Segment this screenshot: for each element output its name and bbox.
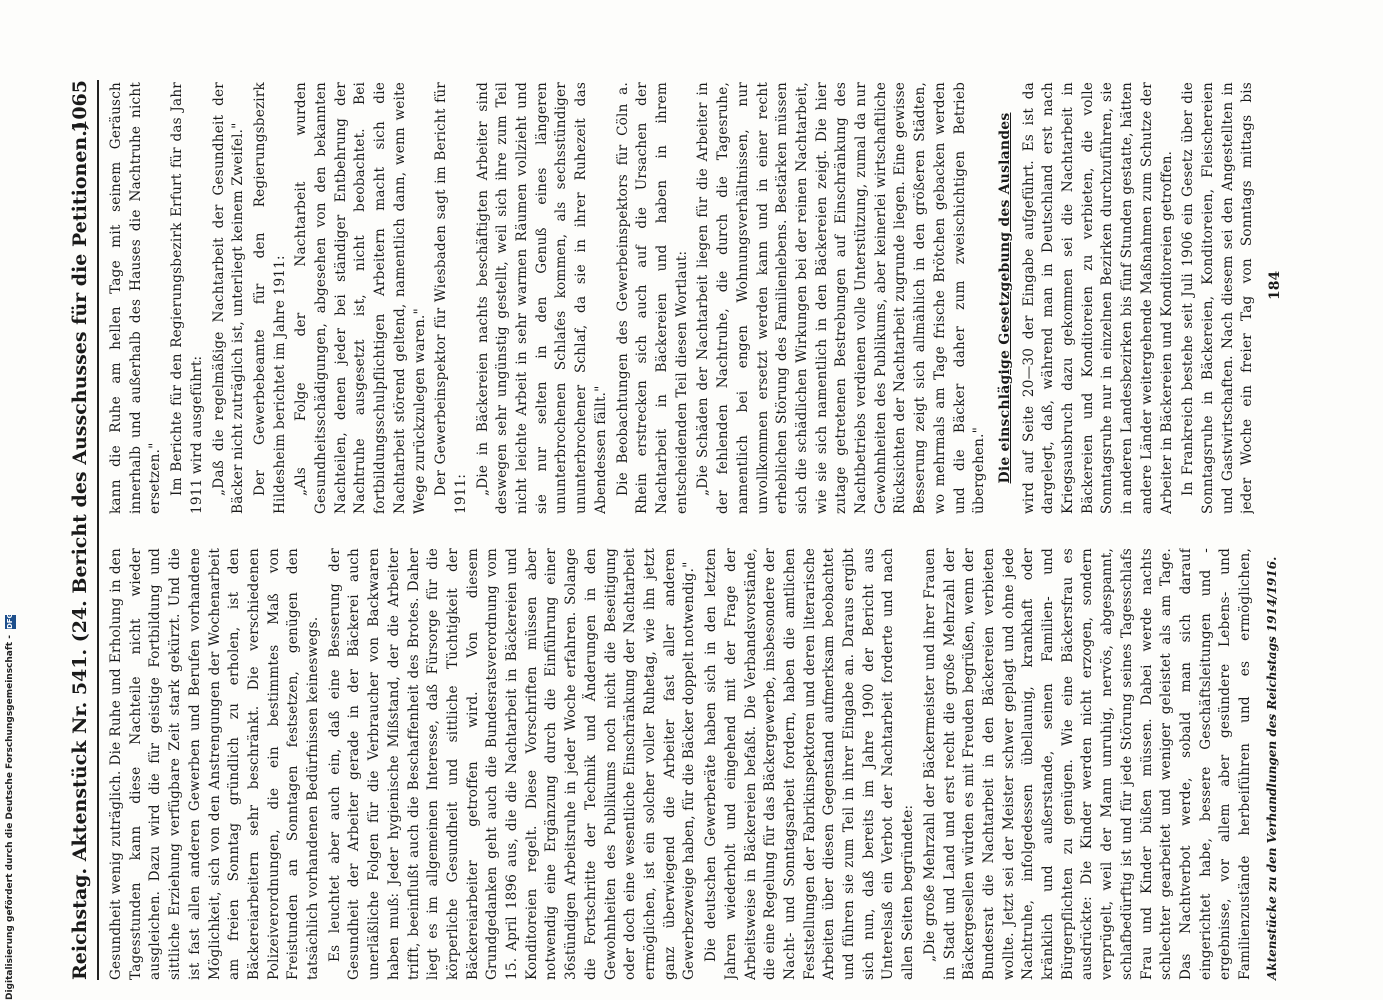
paragraph: kann die Ruhe am hellen Tage mit seinem Geräusch innerhalb und außerhalb des Hauses die Nachtruhe nicht ersetzen."	[108, 82, 164, 514]
paragraph: „Die Schäden der Nachtarbeit liegen für die Arbeiter in der fehlenden Nachtruhe, die durch die Tagesruhe, namentlich bei engen Wohnungsverhältnissen, nur unvollkommen ersetzt werden kann und in einer recht erheblichen Störung des Familienlebens. Bestärken müssen sich die schädlichen Wirkungen bei der reinen Nachtarbeit, wie sie sich namentlich in den Bäckereien zeigt. Die hier zutage getretenen Bestrebungen auf Einschränkung des Nachtbetriebs verdienen volle Unterstützung, zumal da nur Gewohnheiten des Publikums, aber keinerlei wirtschaftliche Rücksichten der Nachtarbeit zugrunde liegen. Eine gewisse Besserung zeigt sich allmählich in den größeren Städten, wo mehrmals am Tage frische Brötchen gebacken werden und die Bäcker daher zum zweischichtigen Betrieb übergehen."	[695, 82, 988, 514]
sheet-marker: 184	[1267, 270, 1283, 300]
paragraph: Die Beobachtungen des Gewerbeinspektors für Cöln a. Rhein erstrecken sich auch auf die Ursachen der Nachtarbeit in Bäckereien und haben in ihrem entscheidenden Teil diesen Wortlaut:	[614, 82, 690, 514]
running-head-title: Reichstag. Aktenstück Nr. 541. (24. Bericht des Ausschusses für die Petitionen.)	[69, 121, 91, 980]
dfg-credit	[2, 0, 18, 1000]
paragraph: Die deutschen Gewerberäte haben sich in den letzten Jahren wiederholt und eingehend mit der Frage der Arbeitsweise in Bäckereien befaßt. Die Verbandsvorstände, die eine Regelung für das Bäckergewerbe, insbesondere der Nacht- und Sonntagsarbeit fordern, haben die amtlichen Feststellungen der Fabrikinspektoren und deren literarische Arbeiten über diesen Gegenstand aufmerksam beobachtet und führen sie zum Teil in ihrer Eingabe an. Daraus ergibt sich nun, daß bereits im Jahre 1900 der Bericht aus Unterelsaß ein Verbot der Nachtarbeit forderte und nach allen Seiten begründete:	[703, 548, 917, 980]
dfg-logo-icon: DFG	[5, 612, 14, 630]
paragraph: Im Berichte für den Regierungsbezirk Erfurt für das Jahr 1911 wird ausgeführt:	[169, 82, 205, 514]
paragraph: In Frankreich bestehe seit Juli 1906 ein Gesetz über die Sonntagsruhe in Bäckereien, Konditoreien, Fleischereien und Gastwirtschaften. Nach diesem sei den Angestellten in jeder Woche ein freier Tag von Sonntags mittags bis	[1180, 82, 1256, 514]
right-column	[107, 82, 1257, 514]
running-head	[63, 80, 99, 980]
paragraph: „Daß die regelmäßige Nachtarbeit der Gesundheit der Bäcker nicht zuträglich ist, unterliegt keinem Zweifel."	[210, 82, 247, 514]
page-number: 1065	[69, 80, 91, 133]
paragraph: Der Gewerbeinspektor für Wiesbaden sagt im Bericht für 1911:	[433, 82, 469, 514]
footer-title: Aktenstücke zu den Verhandlungen des Reichstags 1914/1916.	[1265, 556, 1279, 980]
paragraph: Gesundheit wenig zuträglich. Die Ruhe und Erholung in den Tagesstunden kann diese Nachteile nicht wieder ausgleichen. Dazu wird die für geistige Fortbildung und sittliche Erziehung verfügbare Zeit stark gekürzt. Und die ist fast allen anderen Gewerben und Berufen vorhandene Möglichkeit, sich von den Anstrengungen der Wochenarbeit am freien Sonntag gründlich zu erholen, ist den Bäckereiarbeitern sehr beschränkt. Die verschiedenen Polizeiverordnungen, die ein bestimmtes Maß von Freistunden an Sonntagen festsetzen, genügen den tatsächlich vorhandenen Bedürfnissen keineswegs.	[108, 548, 322, 980]
dfg-credit-text: Digitalisierung gefördert durch die Deutsche Forschungsgemeinschaft -	[5, 635, 15, 1000]
paragraph: „Die in Bäckereien nachts beschäftigten Arbeiter sind deswegen sehr ungünstig gestellt, weil sich ihre zum Teil nicht leichte Arbeit in sehr warmen Räumen vollzieht und sie nur selten in den Genuß eines längeren ununterbrochenen Schlafes kommen, als sechsstündiger ununterbrochener Schlaf, da sie in ihrer Ruhezeit das Abendessen fällt."	[474, 82, 609, 514]
paragraph: wird auf Seite 20—30 der Eingabe aufgeführt. Es ist da dargelegt, daß, während man in Deutschland erst nach Kriegsausbruch dazu gekommen sei die Nachtarbeit in Bäckereien und Konditoreien zu verbieten, die volle Sonntagsruhe nur in einzelnen Bezirken durchzuführen, sie in anderen Landesbezirken bis fünf Stunden gestatte, hätten andere Länder weitergehende Maßnahmen zum Schutze der Arbeiter in Bäckereien und Konditoreien getroffen.	[1020, 82, 1175, 514]
paragraph: „Die große Mehrzahl der Bäckermeister und ihrer Frauen in Stadt und Land und erst recht die große Mehrzahl der Bäckergesellen würden es mit Freuden begrüßen, wenn der Bundesrat die Nachtarbeit in den Bäckereien verbieten wollte. Jetzt sei der Meister schwer geplagt und ohne jede Nachtruhe, infolgedessen übellaunig, krankhaft oder kränklich und außerstande, seinen Familien- und Bürgerpflichten zu genügen. Wie eine Bäckersfrau es ausdrückte: Die Kinder werden nicht erzogen, sondern verprügelt, weil der Mann unruhig, nervös, abgespannt, schlafbedürftig ist und für jede Störung seines Tagesschlafs Frau und Kinder büßen müssen. Dabei werde nachts schlechter gearbeitet und weniger geleistet als am Tage. Das Nachtverbot werde, sobald man sich darauf eingerichtet habe, bessere Geschäftsleitungen und -ergebnisse, vor allem aber gesündere Lebens- und Familienzustände herbeiführen und es ermöglichen,	[921, 548, 1254, 980]
rotated-sheet	[55, 60, 1335, 1000]
paragraph: „Als Folge der Nachtarbeit wurden Gesundheitsschädigungen, abgesehen von den bekannten Nachteilen, denen jeder bei ständiger Entbehrung der Nachtruhe ausgesetzt ist, nicht beobachtet. Bei fortbildungsschulpflichtigen Arbeitern macht sich die Nachtarbeit störend geltend, namentlich dann, wenn weite Wege zurückzulegen waren."	[293, 82, 428, 514]
left-column	[107, 548, 1257, 980]
section-heading: Die einschlägige Gesetzgebung des Auslandes	[996, 112, 1013, 484]
paragraph: Es leuchtet aber auch ein, daß eine Besserung der Gesundheit der Arbeiter gerade in der Bäckerei auch unerläßliche Folgen für die Verbraucher von Backwaren haben muß: Jeder hygienische Mißstand, der die Arbeiter trifft, beeinflußt auch die Beschaffenheit des Brotes. Daher liegt es im allgemeinen Interesse, daß Fürsorge für die körperliche Gesundheit und sittliche Tüchtigkeit der Bäckereiarbeiter getroffen wird. Von diesem Grundgedanken geht auch die Bundesratsverordnung vom 15. April 1896 aus, die die Nachtarbeit in Bäckereien und Konditoreien regelt. Diese Vorschriften müssen aber notwendig eine Ergänzung durch die Einführung einer 36stündigen Arbeitsruhe in jeder Woche erfahren. Solange die Fortschritte der Technik und Änderungen in den Gewohnheiten des Publikums noch nicht die Beseitigung oder doch eine wesentliche Einschränkung der Nachtarbeit ermöglichen, ist ein solcher voller Ruhetag, wie ihn jetzt ganz überwiegend die Arbeiter fast aller anderen Gewerbezweige haben, für die Bäcker doppelt notwendig."	[326, 548, 698, 980]
paragraph: Der Gewerbebeamte für den Regierungsbezirk Hildesheim berichtet im Jahre 1911:	[251, 82, 288, 514]
